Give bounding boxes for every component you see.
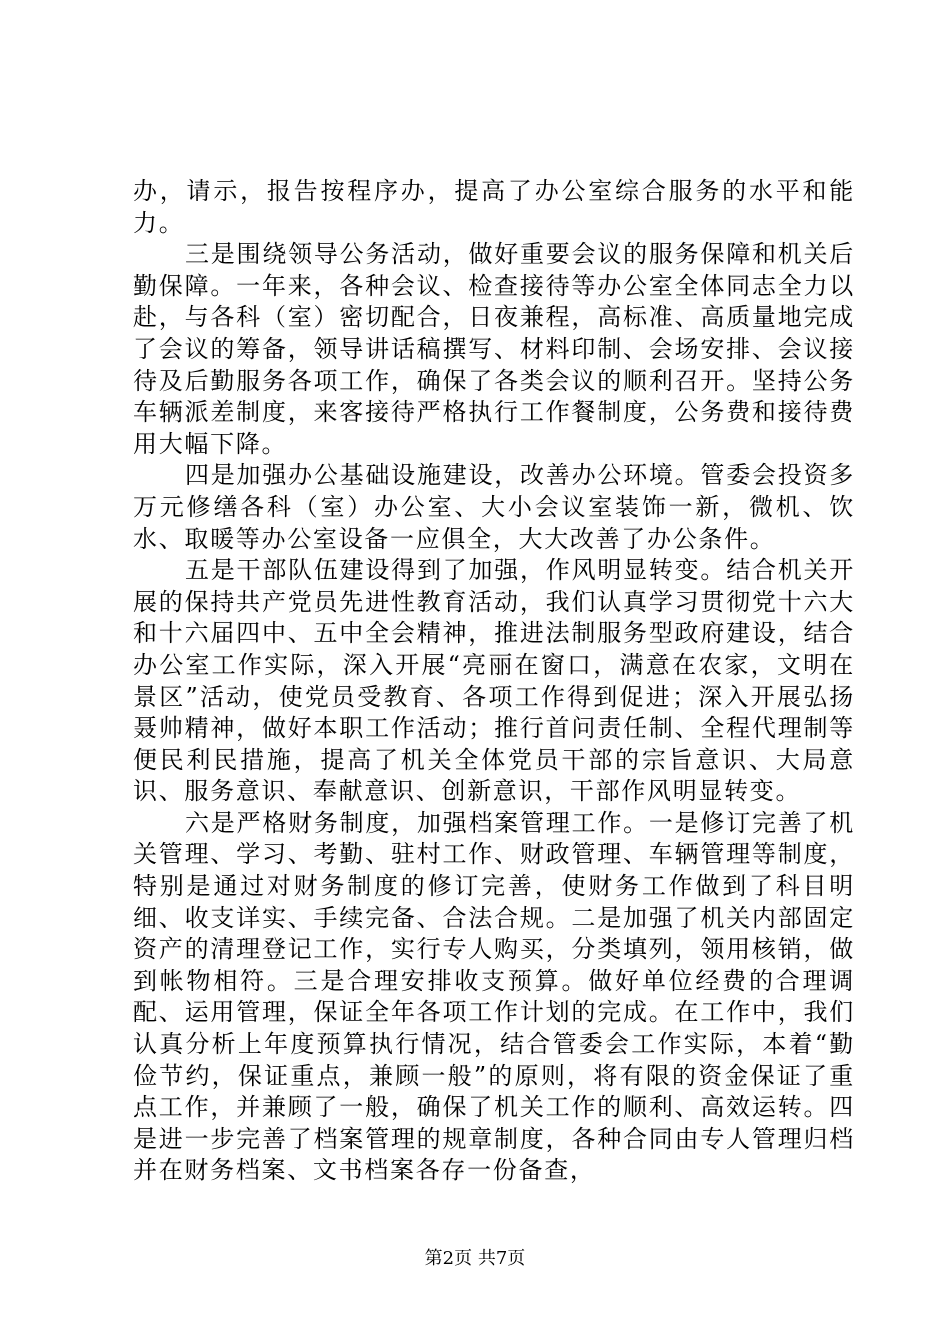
paragraph-1: 办，请示，报告按程序办，提高了办公室综合服务的水平和能力。: [133, 177, 855, 237]
paragraph-4: 五是干部队伍建设得到了加强，作风明显转变。结合机关开展的保持共产党员先进性教育活动，我们认真学习贯彻党十六大和十六届四中、五中全会精神，推进法制服务型政府建设，结合办公室工作实际，深入开展“亮丽在窗口，满意在农家，文明在景区”活动，使党员受教育、各项工作得到促进；深入开展弘扬聂帅精神，做好本职工作活动；推行首问责任制、全程代理制等便民利民措施，提高了机关全体党员干部的宗旨意识、大局意识、服务意识、奉献意识、创新意识，干部作风明显转变。: [133, 556, 855, 806]
paragraph-3: 四是加强办公基础设施建设，改善办公环境。管委会投资多万元修缮各科（室）办公室、大小会议室装饰一新，微机、饮水、取暖等办公室设备一应俱全，大大改善了办公条件。: [133, 461, 855, 553]
page-footer: [0, 1248, 950, 1270]
paragraph-2: 三是围绕领导公务活动，做好重要会议的服务保障和机关后勤保障。一年来，各种会议、检查接待等办公室全体同志全力以赴，与各科（室）密切配合，日夜兼程，高标准、高质量地完成了会议的筹备，领导讲话稿撰写、材料印制、会场安排、会议接待及后勤服务各项工作，确保了各类会议的顺利召开。坚持公务车辆派差制度，来客接待严格执行工作餐制度，公务费和接待费用大幅下降。: [133, 240, 855, 458]
page-number-label: 第2页 共7页: [424, 1248, 526, 1269]
body-text: [133, 176, 855, 1187]
paragraph-5: 六是严格财务制度，加强档案管理工作。一是修订完善了机关管理、学习、考勤、驻村工作、财政管理、车辆管理等制度，特别是通过对财务制度的修订完善，使财务工作做到了科目明细、收支详实、手续完备、合法合规。二是加强了机关内部固定资产的清理登记工作，实行专人购买，分类填列，领用核销，做到帐物相符。三是合理安排收支预算。做好单位经费的合理调配、运用管理，保证全年各项工作计划的完成。在工作中，我们认真分析上年度预算执行情况，结合管委会工作实际，本着“勤俭节约，保证重点，兼顾一般”的原则，将有限的资金保证了重点工作，并兼顾了一般，确保了机关工作的顺利、高效运转。四是进一步完善了档案管理的规章制度，各种合同由专人管理归档并在财务档案、文书档案各存一份备查，: [133, 808, 855, 1185]
